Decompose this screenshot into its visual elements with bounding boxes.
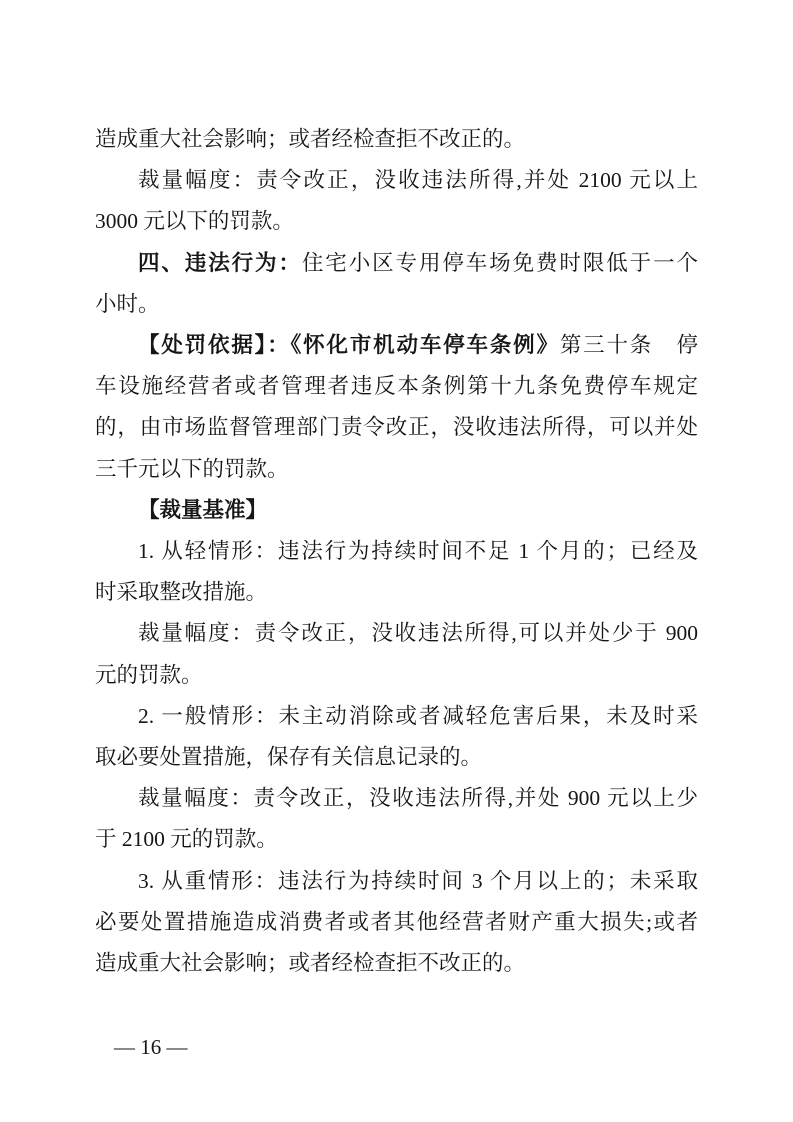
text-line	[95, 613, 698, 654]
text-line	[95, 407, 698, 448]
text-line	[95, 696, 698, 737]
bold-text-run: 四、违法行为：	[138, 250, 302, 275]
text-line	[95, 655, 698, 696]
text-line	[95, 902, 698, 943]
text-line	[95, 449, 698, 490]
text-line	[95, 325, 698, 366]
text-run: 造成重大社会影响；或者经检查拒不改正的。	[95, 127, 526, 151]
text-line	[95, 119, 698, 160]
text-line	[95, 819, 698, 860]
text-run: 时采取整改措施。	[95, 580, 268, 605]
page-footer	[114, 1035, 188, 1059]
bold-text-run: 【裁量基准】	[138, 497, 268, 522]
text-line	[95, 243, 698, 284]
text-line	[95, 943, 698, 984]
text-run: 三千元以下的罚款。	[95, 456, 289, 481]
text-run: 小时。	[95, 291, 160, 316]
text-run: 车设施经营者或者管理者违反本条例第十九条免费停车规定	[95, 374, 698, 399]
text-run: 住宅小区专用停车场免费时限低于一个	[301, 250, 698, 275]
document-body	[95, 119, 698, 984]
text-run: 造成重大社会影响；或者经检查拒不改正的。	[95, 951, 526, 976]
text-line	[95, 861, 698, 902]
text-run: 3000 元以下的罚款。	[95, 209, 294, 234]
text-run: 元的罚款。	[95, 662, 203, 687]
text-run: 1. 从轻情形：违法行为持续时间不足 1 个月的；已经及	[138, 539, 698, 564]
text-line	[95, 737, 698, 778]
text-line	[95, 284, 698, 325]
text-run: 裁量幅度：责令改正，没收违法所得,并处 900 元以上少	[138, 786, 698, 811]
text-run: 第三十条 停	[559, 333, 698, 358]
text-run: 于 2100 元的罚款。	[95, 827, 278, 852]
page-number: — 16 —	[114, 1035, 188, 1059]
bold-text-run: 【处罚依据】：《怀化市机动车停车条例》	[138, 333, 560, 358]
text-line	[95, 531, 698, 572]
text-run: 2. 一般情形：未主动消除或者减轻危害后果，未及时采	[138, 703, 698, 728]
text-run: 3. 从重情形：违法行为持续时间 3 个月以上的；未采取	[138, 868, 698, 893]
text-line	[95, 160, 698, 201]
text-run: 裁量幅度：责令改正，没收违法所得,并处 2100 元以上	[138, 168, 698, 193]
text-run: 取必要处置措施，保存有关信息记录的。	[95, 745, 483, 770]
text-line	[95, 366, 698, 407]
text-line	[95, 490, 698, 531]
text-run: 必要处置措施造成消费者或者其他经营者财产重大损失;或者	[95, 909, 698, 934]
text-run: 的，由市场监督管理部门责令改正，没收违法所得，可以并处	[95, 415, 698, 440]
text-run: 裁量幅度：责令改正，没收违法所得,可以并处少于 900	[138, 621, 698, 646]
text-line	[95, 572, 698, 613]
text-line	[95, 778, 698, 819]
text-line	[95, 201, 698, 242]
